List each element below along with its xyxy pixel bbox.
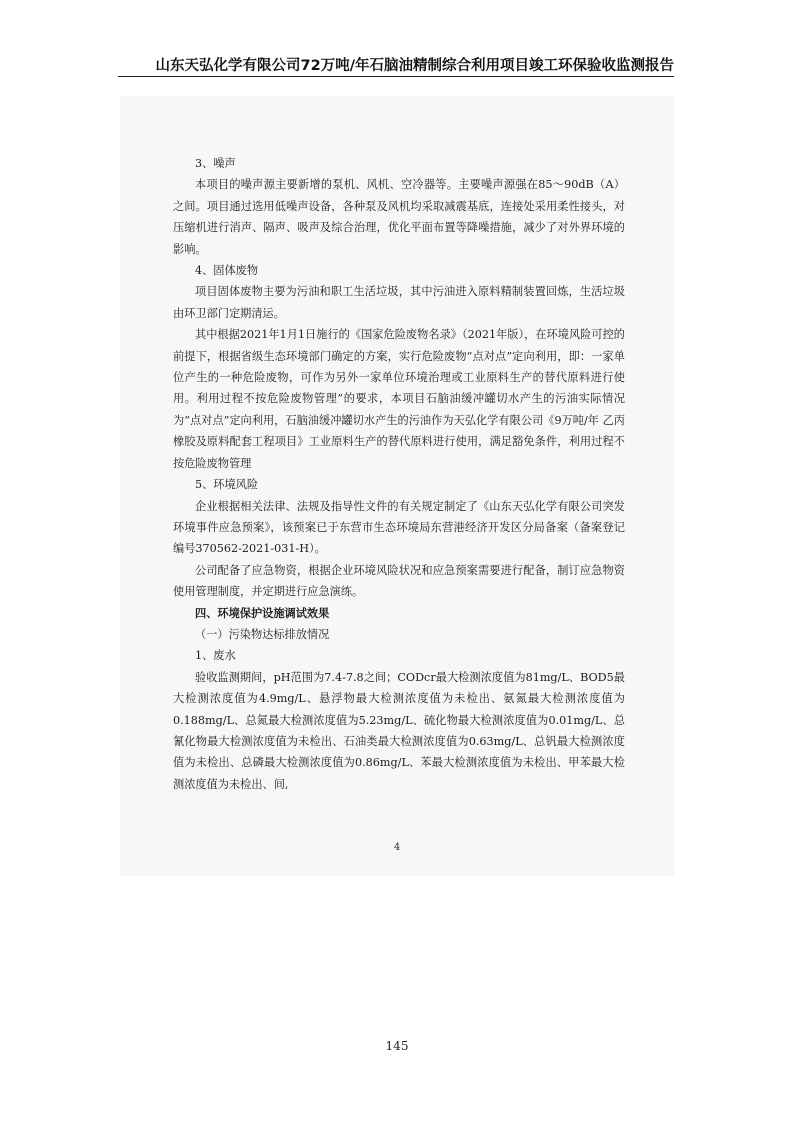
report-header-title: 山东天弘化学有限公司72万吨/年石脑油精制综合利用项目竣工环保验收监测报告 [155,58,674,74]
document-body [173,153,625,795]
solid-waste-paragraph-1: 项目固体废物主要为污油和职工生活垃圾，其中污油进入原料精制装置回炼，生活垃圾由环卫部门定期清运。 [173,285,625,320]
section-heading: 四、环境保护设施调试效果 [195,606,330,620]
inner-page-number: 4 [393,842,401,853]
solid-waste-paragraph-2: 其中根据2021年1月1日施行的《国家危险废物名录》（2021年版），在环境风险可控的前提下，根据省级生态环境部门确定的方案，实行危险废物“点对点”定向利用，即：一家单位产生的一种危险废物，可作为另外一家单位环境治理或工业原料生产的替代原料进行使用。利用过程不按危险废物管理”的要求，本项目石脑油缓冲罐切水产生的污油实际情况为“点对点”定向利用，石脑油缓冲罐切水产生的污油作为天弘化学有限公司《9万吨/年 乙丙橡胶及原料配套工程项目》工业原料生产的替代原料进行使用，满足豁免条件，利用过程不按危险废物管理 [173,328,625,470]
page-number: 145 [385,1039,409,1053]
environmental-risk-heading: 5、环境风险 [195,478,259,492]
environmental-risk-paragraph-1: 企业根据相关法律、法规及指导性文件的有关规定制定了《山东天弘化学有限公司突发环境事件应急预案》，该预案已于东营市生态环境局东营港经济开发区分局备案（备案登记编号370562-2021-031-H）。 [173,499,625,556]
solid-waste-heading: 4、固体废物 [195,264,259,278]
subsection-heading: （一）污染物达标排放情况 [195,627,330,641]
noise-paragraph: 本项目的噪声源主要新增的泵机、风机、空冷器等。主要噪声源强在85～90dB（A）之间。项目通过选用低噪声设备，各种泵及风机均采取减震基底，连接处采用柔性接头，对压缩机进行消声、隔声、吸声及综合治理，优化平面布置等降噪措施，减少了对外界环境的影响。 [173,178,625,256]
header-divider [118,76,674,77]
wastewater-heading: 1、废水 [195,649,236,663]
environmental-risk-paragraph-2: 公司配备了应急物资，根据企业环境风险状况和应急预案需要进行配备，制订应急物资使用管理制度，并定期进行应急演练。 [173,563,625,599]
noise-heading: 3、噪声 [195,157,236,170]
wastewater-paragraph: 验收监测期间，pH范围为7.4-7.8之间；CODcr最大检测浓度值为81mg/L、BOD5最大检测浓度值为4.9mg/L、悬浮物最大检测浓度值为未检出、氨氮最大检测浓度值为0.188mg/L、总氮最大检测浓度值为5.23mg/L、硫化物最大检测浓度值为0.01mg/L、总氰化物最大检测浓度值为未检出、石油类最大检测浓度值为0.63mg/L、总钒最大检测浓度值为未检出、总磷最大检测浓度值为0.86mg/L、苯最大检测浓度值为未检出、甲苯最大检测浓度值为未检出、间, [173,670,625,791]
